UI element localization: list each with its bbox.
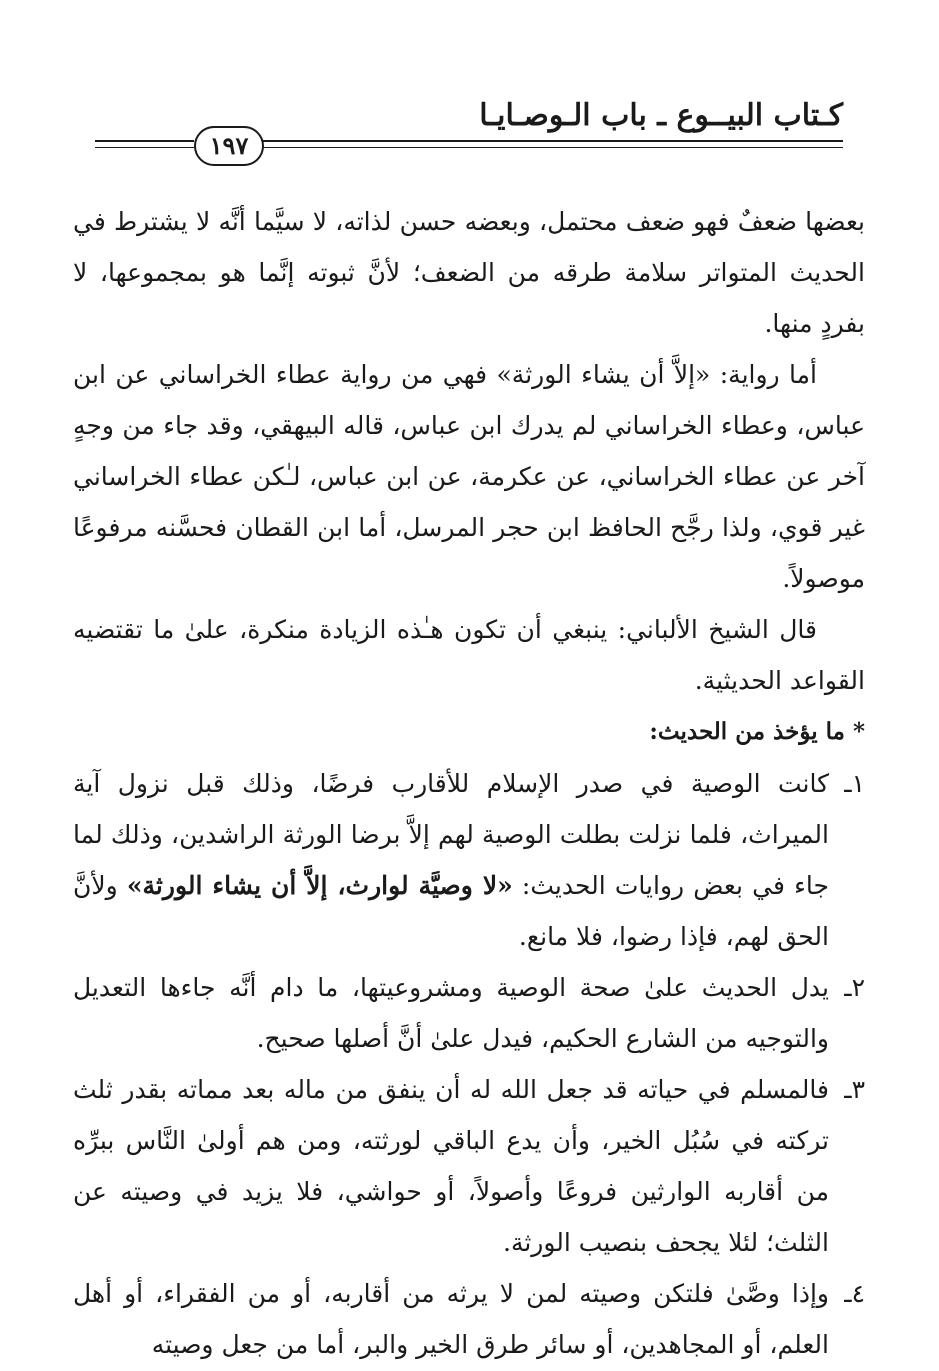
- page-body: [73, 196, 865, 1370]
- header-rule-left-top: [95, 140, 194, 142]
- paragraph-albani: قال الشيخ الألباني: ينبغي أن تكون هـٰذه الزيادة منكرة، علىٰ ما تقتضيه القواعد الحديثية.: [73, 615, 865, 695]
- header-rule-left-bottom: [95, 147, 194, 148]
- list-item-number: ٣ـ: [844, 1075, 865, 1104]
- list-item-text: وإذا وصَّىٰ فلتكن وصيته لمن لا يرثه من أقاربه، أو من الفقراء، أو أهل العلم، أو المجاهدين، أو سائر طرق الخير والبر، أما من جعل وصيته: [73, 1279, 829, 1359]
- list-item: [73, 1268, 865, 1370]
- list-item-text: [73, 758, 829, 962]
- list-item-number: ٤ـ: [844, 1279, 865, 1308]
- list-item-text-part: ولأنَّ الحق لهم، فإذا رضوا، فلا مانع.: [73, 871, 829, 951]
- section-heading: * ما يؤخذ من الحديث:: [649, 718, 865, 745]
- list-item: [73, 962, 865, 1064]
- list-item: [73, 758, 865, 962]
- list-item-text-part: كانت الوصية في صدر الإسلام للأقارب فرضًا، وذلك قبل نزول آية الميراث، فلما نزلت بطلت الوصية لهم إلاَّ برضا الورثة الراشدين، وذلك لما جاء في بعض روايات الحديث:: [73, 769, 829, 900]
- list-item-number: ١ـ: [844, 769, 865, 798]
- header-rule-right-bottom: [260, 147, 843, 148]
- paragraph-continuation: بعضها ضعفٌ فهو ضعف محتمل، وبعضه حسن لذاته، لا سيَّما أنَّه لا يشترط في الحديث المتواتر سلامة طرقه من الضعف؛ لأنَّ ثبوته إنَّما هو بمجموعها، لا بفردٍ منها.: [73, 207, 865, 338]
- paragraph-narration: أما رواية: «إلاَّ أن يشاء الورثة» فهي من رواية عطاء الخراساني عن ابن عباس، وعطاء الخراساني لم يدرك ابن عباس، قاله البيهقي، وقد جاء من وجهٍ آخر عن عطاء الخراساني، عن عكرمة، عن ابن عباس، لـٰكن عطاء الخراساني غير قوي، ولذا رجَّح الحافظ ابن حجر المرسل، أما ابن القطان فحسَّنه مرفوعًا موصولاً.: [73, 360, 865, 593]
- list-item-text: يدل الحديث علىٰ صحة الوصية ومشروعيتها، ما دام أنَّه جاءها التعديل والتوجيه من الشارع الحكيم، فيدل علىٰ أنَّ أصلها صحيح.: [73, 973, 829, 1053]
- list-item-text: فالمسلم في حياته قد جعل الله له أن ينفق من ماله بعد مماته بقدر ثلث تركته في سُبُل الخير، وأن يدع الباقي لورثته، ومن هم أولىٰ النَّاس ببرِّه من أقاربه الوارثين فروعًا وأصولاً، أو حواشي، فلا يزيد في وصيته عن الثلث؛ لئلا يجحف بنصيب الورثة.: [73, 1075, 829, 1257]
- hadith-quote: «لا وصيَّة لوارث، إلاَّ أن يشاء الورثة»: [126, 871, 513, 900]
- list-item-number: ٢ـ: [844, 973, 865, 1002]
- page-number: ١٩٧: [194, 126, 264, 166]
- header-rule-right-top: [260, 140, 843, 142]
- list-item: [73, 1064, 865, 1268]
- running-header-title: كـتاب البيــوع ـ باب الـوصـايـا: [479, 98, 843, 133]
